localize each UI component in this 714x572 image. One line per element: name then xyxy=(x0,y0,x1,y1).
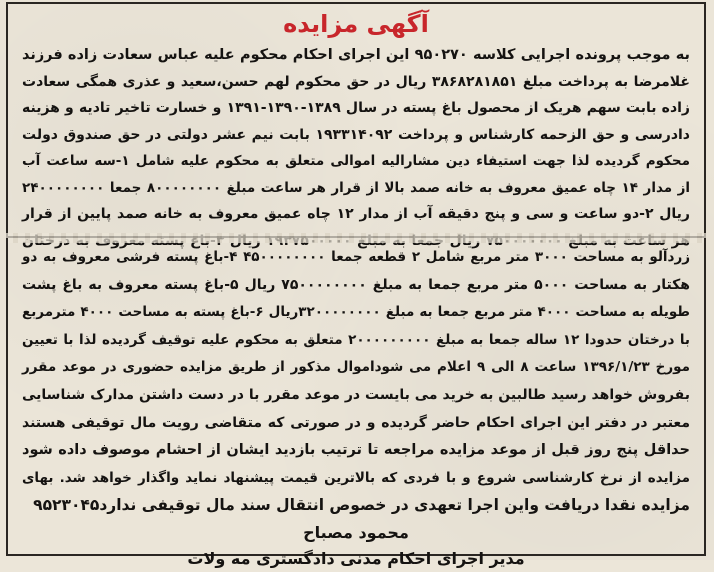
notice-line: غلامرضا به پرداخت مبلغ ۳۸۶۸۲۸۱۸۵۱ ریال در حق محکوم لهم حسن،سعید و عذری همگی سعادت xyxy=(22,73,691,90)
notice-line: زردآلو به مساحت ۳۰۰۰ متر مربع شامل ۲ قطعه جمعا ۴۵۰۰۰۰۰۰۰۰ ۴-باغ پسته فرشی معروف به دو xyxy=(22,249,690,265)
notice-line: از مدار ۱۴ چاه عمیق معروف به خانه صمد بالا از قرار هر ساعت مبلغ ۸۰۰۰۰۰۰۰۰ جمعا ۲۴۰۰۰۰۰۰۰۰ xyxy=(22,179,691,196)
notice-bottom-section xyxy=(6,238,706,568)
notice-top-section xyxy=(6,2,706,238)
notice-line: مزایده از نرخ کارشناسی شروع و با فردی که بالاترین قیمت پیشنهاد نماید واگذار خواهد شد. بهای xyxy=(22,469,690,486)
notice-line: مورخ ۱۳۹۶/۱/۲۳ ساعت ۸ الی ۹ اعلام می شوداموال مذکور از طریق مزایده حضوری در موعد مقرر xyxy=(22,359,690,376)
notice-title: آگهی مزایده xyxy=(283,10,429,38)
notice-line: طویله به مساحت ۴۰۰۰ متر مربع جمعا به مبلغ ۳۲۰۰۰۰۰۰۰۰ریال ۶-باغ پسته به مساحت ۴۰۰۰ مترمربع xyxy=(22,304,691,321)
notice-line: زاده بابت سهم هریک از محصول باغ پسته در سال ۱۳۸۹-۱۳۹۰-۱۳۹۱ و خسارت تاخیر تادیه و هزینه xyxy=(22,100,690,116)
notice-line: مزایده نقدا دریافت واین اجرا تعهدی در خصوص انتقال سند مال توقیفی ندارد۹۵۲۳۰۴۵ xyxy=(33,496,690,515)
notice-line: هکتار به مساحت ۵۰۰۰ متر مربع جمعا به مبلغ ۷۵۰۰۰۰۰۰۰۰ ریال ۵-باغ پسته معروف به باغ پشت xyxy=(22,276,691,293)
notice-line: دادرسی و حق الزحمه کارشناس و پرداخت ۱۹۳۳۱۴۰۹۲ بابت نیم عشر دولتی در حق صندوق دولت xyxy=(22,126,690,143)
notice-line: به موجب پرونده اجرایی کلاسه ۹۵۰۲۷۰ این اجرای احکام محکوم علیه عباس سعادت زاده فرزند xyxy=(22,47,690,63)
signature-name: محمود مصباح xyxy=(303,522,409,542)
signature-title: مدیر اجرای احکام مدنی دادگستری مه ولات xyxy=(187,548,525,568)
notice-line: با درختان حدودا ۱۲ ساله جمعا به مبلغ ۲۰۰۰۰۰۰۰۰۰ متعلق به محکوم علیه توقیف گردیده لذا با تعیین xyxy=(22,331,691,348)
notice-line: حداقل پنج روز قبل از موعد مزایده مراجعه تا ترتیب بازدید ایشان از احشام موصوف داده شود xyxy=(22,442,690,459)
notice-line: بفروش خواهد رسید طالبین به خرید می بایست در موعد مقرر با در دست داشتن مدارک شناسایی xyxy=(22,386,690,403)
notice-line: ریال ۲-دو ساعت و سی و پنج دقیقه آب از مدار ۱۲ چاه عمیق معروف به خانه صمد پایین از قرار xyxy=(22,206,690,222)
notice-line: معتبر در دفتر این اجرای احکام حاضر گردیده و در صورتی که متقاضی رویت مال توقیفی هستند xyxy=(22,414,690,431)
notice-line: محکوم گردیده لذا جهت استیفاء دین مشارالیه اموالی متعلق به محکوم علیه شامل ۱-سه ساعت آب xyxy=(22,153,690,169)
